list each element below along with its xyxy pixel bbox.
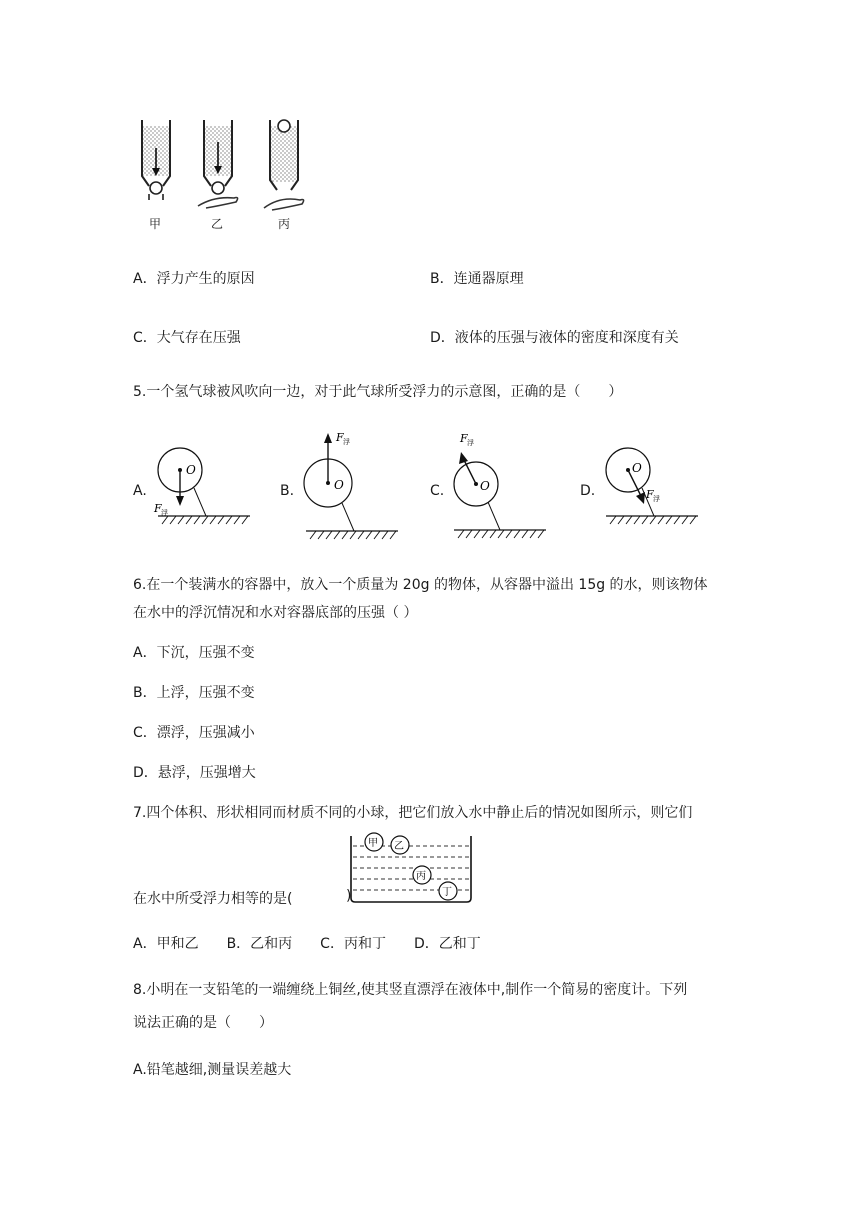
q4-option-c: C．大气存在压强 [133, 330, 241, 346]
ball-label-ding: 丁 [442, 887, 452, 898]
center-label-a: O [186, 463, 196, 477]
q6-option-c: C．漂浮，压强减小 [133, 725, 255, 741]
tube-label-bing: 丙 [278, 217, 291, 231]
tube-jia [142, 120, 170, 200]
tube-bing [264, 120, 304, 210]
q4-option-d: D．液体的压强与液体的密度和深度有关 [430, 330, 679, 346]
force-label-b: F [336, 431, 344, 444]
q4-option-b: B．连通器原理 [430, 271, 524, 287]
q6-stem-line2: 在水中的浮沉情况和水对容器底部的压强（ ） [133, 605, 418, 621]
q5-option-a-letter: A. [133, 483, 147, 499]
force-sub-c: 浮 [467, 439, 474, 447]
q8-option-a: A.铅笔越细,测量误差越大 [133, 1062, 292, 1078]
tube-label-yi: 乙 [211, 217, 224, 231]
q8-stem-line1: 8.小明在一支铅笔的一端缠绕上铜丝,使其竖直漂浮在液体中,制作一个简易的密度计。下列 [133, 982, 688, 998]
force-sub-a: 浮 [161, 509, 168, 517]
q6-stem-line1: 6.在一个装满水的容器中，放入一个质量为 20g 的物体，从容器中溢出 15g 的水，则该物体 [133, 577, 708, 593]
balloon-diagram-b [298, 425, 408, 553]
tube-yi [198, 120, 238, 208]
water-container-figure [348, 832, 474, 904]
ball-label-bing: 丙 [416, 871, 426, 882]
q5-option-d-letter: D. [580, 483, 596, 499]
q8-stem-line2: 说法正确的是（ ） [133, 1015, 273, 1031]
center-label-c: O [480, 479, 490, 493]
force-label-c: F [460, 432, 468, 445]
q5-option-c-letter: C. [430, 483, 445, 499]
q6-option-d: D．悬浮，压强增大 [133, 765, 256, 781]
balloon-diagram-d [598, 440, 708, 532]
center-label-b: O [334, 478, 344, 492]
tubes-figure [136, 112, 308, 232]
q7-options: A．甲和乙 B．乙和丙 C．丙和丁 D．乙和丁 [133, 936, 481, 952]
balloon-diagram-a [150, 440, 260, 530]
tube-label-jia: 甲 [149, 217, 162, 231]
force-label-d: F [646, 488, 654, 501]
force-sub-d: 浮 [653, 495, 660, 503]
balloon-diagram-c [448, 428, 558, 550]
force-label-a: F [154, 502, 162, 515]
q7-stem-line2-right: ) [346, 888, 352, 904]
q5-option-b-letter: B. [280, 483, 295, 499]
center-label-d: O [632, 461, 642, 475]
q6-option-a: A．下沉，压强不变 [133, 645, 255, 661]
q5-stem: 5.一个氢气球被风吹向一边，对于此气球所受浮力的示意图，正确的是（ ） [133, 384, 623, 400]
q4-option-a: A．浮力产生的原因 [133, 271, 255, 287]
q7-stem-line2-left: 在水中所受浮力相等的是( [133, 891, 293, 907]
ball-label-jia: 甲 [368, 838, 378, 849]
force-sub-b: 浮 [343, 438, 350, 446]
q7-stem-line1: 7.四个体积、形状相同而材质不同的小球，把它们放入水中静止后的情况如图所示，则它们 [133, 805, 693, 821]
ball-label-yi: 乙 [394, 841, 404, 852]
q6-option-b: B．上浮，压强不变 [133, 685, 255, 701]
